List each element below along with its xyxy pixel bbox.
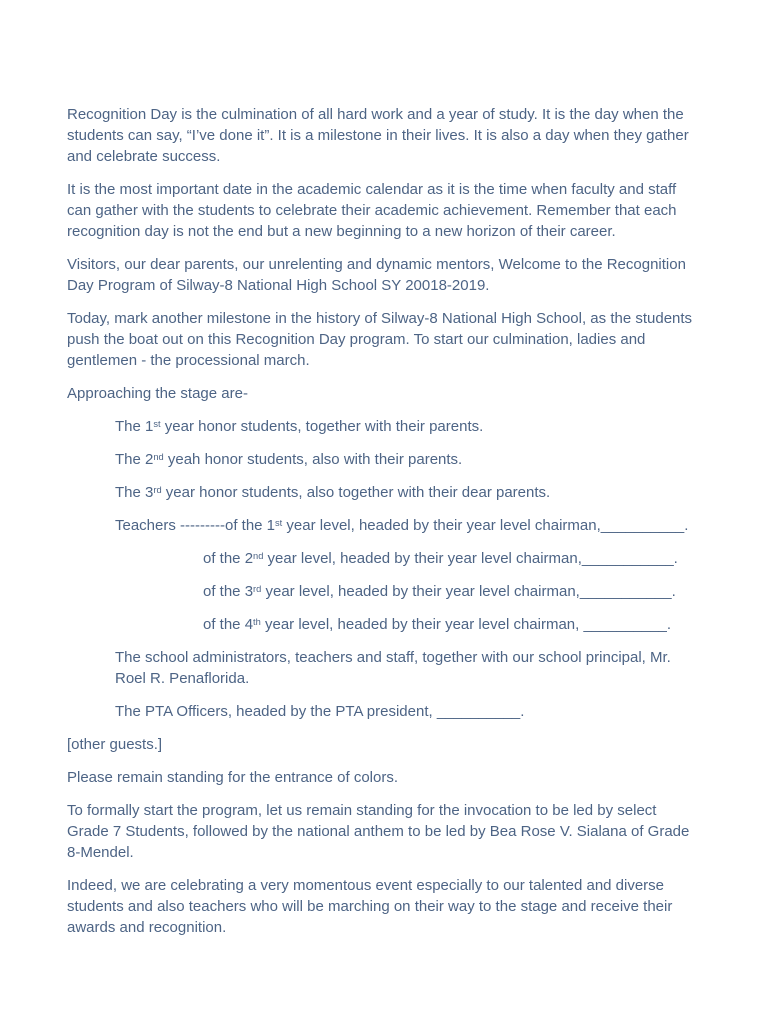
- paragraph: [67, 875, 699, 938]
- paragraph: [67, 383, 699, 404]
- text-run: Approaching the stage are-: [67, 385, 248, 402]
- text-run: year level, headed by their year level chairman,___________.: [263, 550, 678, 567]
- text-run: year level, headed by their year level chairman,___________.: [261, 583, 676, 600]
- paragraph: [67, 767, 699, 788]
- text-run: [other guests.]: [67, 736, 163, 753]
- ordinal-superscript: rd: [253, 583, 262, 594]
- text-run: of the 3: [203, 583, 254, 600]
- text-run: yeah honor students, also with their parents.: [163, 451, 463, 468]
- paragraph: [115, 515, 699, 536]
- text-run: year level, headed by their year level chairman, __________.: [260, 616, 672, 633]
- paragraph: [115, 416, 699, 437]
- paragraph: [115, 647, 699, 689]
- paragraph: [203, 614, 699, 635]
- paragraph: [67, 254, 699, 296]
- paragraph: [115, 449, 699, 470]
- text-run: of the 2: [203, 550, 254, 567]
- text-run: The 3: [115, 484, 154, 501]
- paragraph: [67, 308, 699, 371]
- text-run: Today, mark another milestone in the history of Silway-8 National High School, as the students push the boat out on this Recognition Day program. To start our culmination, ladies and gentlemen - the processional march.: [67, 310, 693, 369]
- text-run: year honor students, together with their parents.: [160, 418, 484, 435]
- ordinal-superscript: nd: [253, 550, 264, 561]
- paragraph: [67, 179, 699, 242]
- paragraph: [67, 734, 699, 755]
- text-run: The PTA Officers, headed by the PTA president, __________.: [115, 703, 525, 720]
- text-run: of the 4: [203, 616, 254, 633]
- paragraph: [115, 701, 699, 722]
- paragraph: [203, 548, 699, 569]
- text-run: To formally start the program, let us remain standing for the invocation to be led by select Grade 7 Students, followed by the national anthem to be led by Bea Rose V. Sialana of Grade 8-Mendel.: [67, 802, 690, 861]
- paragraph: [67, 104, 699, 167]
- paragraph: [115, 482, 699, 503]
- ordinal-superscript: th: [253, 616, 261, 627]
- text-run: Please remain standing for the entrance of colors.: [67, 769, 399, 786]
- text-run: Teachers ---------of the 1: [115, 517, 276, 534]
- paragraph: [67, 800, 699, 863]
- text-run: year level, headed by their year level chairman,__________.: [282, 517, 689, 534]
- ordinal-superscript: nd: [153, 451, 164, 462]
- text-run: The school administrators, teachers and staff, together with our school principal, Mr. Roel R. Penaflorida.: [115, 649, 671, 687]
- paragraph: [203, 581, 699, 602]
- text-run: Recognition Day is the culmination of all hard work and a year of study. It is the day when the students can say, “I’ve done it”. It is a milestone in their lives. It is also a day when they gather and celebrate success.: [67, 106, 689, 165]
- ordinal-superscript: st: [275, 517, 283, 528]
- text-run: Indeed, we are celebrating a very momentous event especially to our talented and diverse students and also teachers who will be marching on their way to the stage and receive their awards and recognition.: [67, 877, 673, 936]
- ordinal-superscript: st: [153, 418, 161, 429]
- ordinal-superscript: rd: [153, 484, 162, 495]
- text-run: The 1: [115, 418, 154, 435]
- text-run: Visitors, our dear parents, our unrelenting and dynamic mentors, Welcome to the Recognition Day Program of Silway-8 National High School SY 20018-2019.: [67, 256, 686, 294]
- text-run: year honor students, also together with their dear parents.: [161, 484, 551, 501]
- text-run: The 2: [115, 451, 154, 468]
- text-run: It is the most important date in the academic calendar as it is the time when faculty and staff can gather with the students to celebrate their academic achievement. Remember that each recognition day is not the end but a new beginning to a new horizon of their career.: [67, 181, 677, 240]
